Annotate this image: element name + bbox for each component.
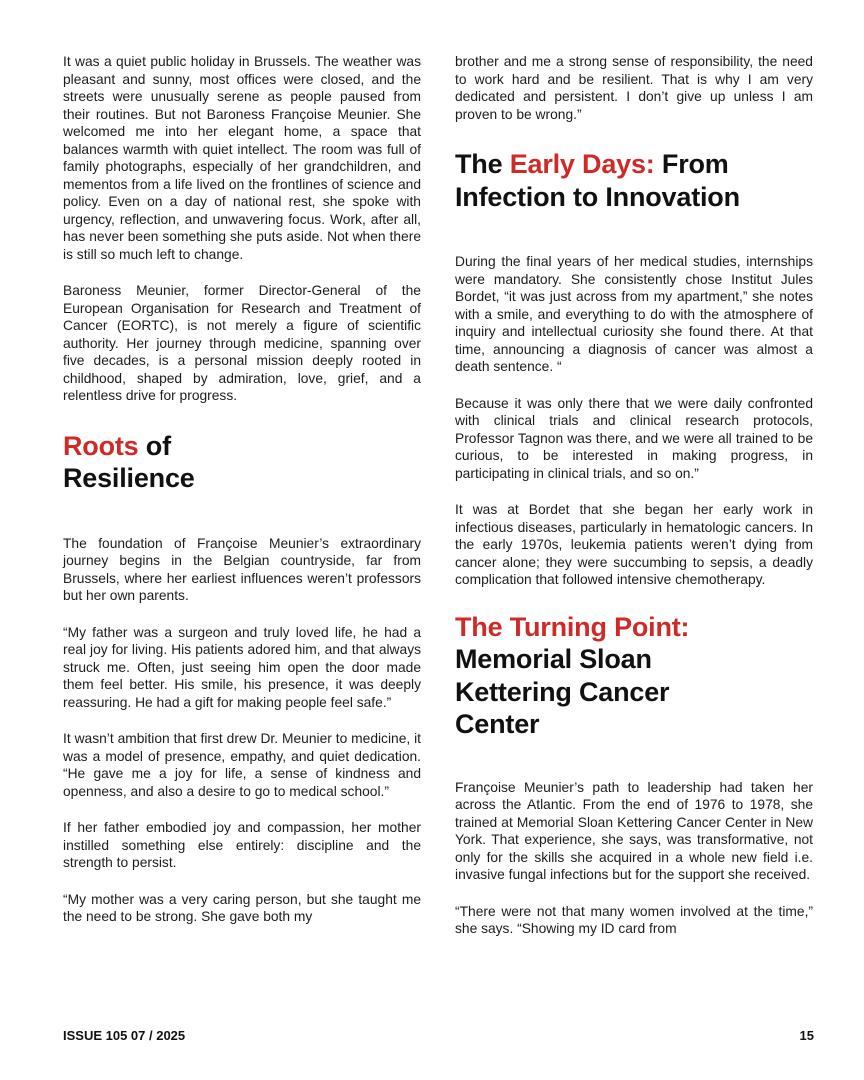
section-heading-early-days: [455, 148, 813, 213]
paragraph: Baroness Meunier, former Director-General of the European Organisation for Research and Treatment of Cancer (EORTC), is not merely a figure of scientific authority. Her journey through medicine, spanning over five decades, is a personal mission deeply rooted in childhood, shaped by admiration, love, grief, and a relentless drive for progress.: [63, 283, 421, 403]
paragraph: It was a quiet public holiday in Brussels. The weather was pleasant and sunny, most offices were closed, and the streets were unusually serene as people paused from their routines. But not Baroness Françoise Meunier. She welcomed me into her elegant home, a space that balances warmth with quiet intellect. The room was full of family photographs, especially of her grandchildren, and mementos from a life lived on the frontlines of science and policy. Even on a day of national rest, she spoke with urgency, reflection, and unwavering focus. Work, after all, has never been something she puts aside. Not when there is still so much left to change.: [63, 54, 421, 262]
paragraph: If her father embodied joy and compassion, her mother instilled something else entirely: discipline and the strength to persist.: [63, 820, 421, 870]
paragraph: Because it was only there that we were daily confronted with clinical trials and clinical research protocols, Professor Tagnon was there, and we were all trained to be curious, to be interested in making progress, in participating in clinical trials, and so on.”: [455, 395, 813, 481]
heading-text: Infection to Innovation: [455, 181, 740, 212]
paragraph: It was at Bordet that she began her early work in infectious diseases, particularly in hematologic cancers. In the early 1970s, leukemia patients weren’t dying from cancer alone; they were succumbing to sepsis, a deadly complication that followed intensive chemotherapy.: [455, 502, 813, 587]
page-number: 15: [799, 1028, 814, 1043]
left-column: [63, 53, 421, 945]
heading-text: Center: [455, 709, 540, 739]
paragraph: “There were not that many women involved at the time,” she says. “Showing my ID card from: [455, 903, 813, 936]
heading-accent: Roots: [63, 430, 139, 461]
heading-text: of: [138, 430, 171, 461]
paragraph: brother and me a strong sense of responsibility, the need to work hard and be resilient. That is why I am very dedicated and persistent. I don’t give up unless I am proven to be wrong.”: [455, 54, 813, 122]
section-heading-roots: [63, 430, 421, 495]
paragraph: “My father was a surgeon and truly loved life, he had a real joy for living. His patients adored him, and that always struck me. Often, just seeing him open the door made them feel better. His smile, his presence, it was deeply reassuring. He had a gift for making people feel safe.”: [63, 624, 421, 710]
paragraph: It wasn’t ambition that first drew Dr. Meunier to medicine, it was a model of presence, empathy, and quiet dedication. “He gave me a joy for life, a sense of kindness and openness, and also a desire to go to medical school.”: [63, 731, 421, 799]
heading-text: The: [455, 149, 510, 179]
heading-text: From: [654, 149, 729, 179]
paragraph: During the final years of her medical studies, internships were mandatory. She consistently chose Institut Jules Bordet, “it was just across from my apartment,” she notes with a smile, and everything to do with the atmosphere of inquiry and intellectual curiosity she found there. At that time, announcing a diagnosis of cancer was almost a death sentence. “: [455, 254, 813, 374]
paragraph: Françoise Meunier’s path to leadership had taken her across the Atlantic. From the end of 1976 to 1978, she trained at Memorial Sloan Kettering Cancer Center in New York. That experience, she says, was transformative, not only for the skills she acquired in a whole new field i.e. invasive fungal infections but for the support she received.: [455, 779, 813, 882]
right-column: [455, 53, 813, 957]
heading-text: Kettering Cancer: [455, 676, 670, 707]
heading-text: Memorial Sloan: [455, 644, 652, 674]
paragraph: The foundation of Françoise Meunier’s extraordinary journey begins in the Belgian countryside, far from Brussels, where her earliest influences weren’t professors but her own parents.: [63, 535, 421, 603]
paragraph: “My mother was a very caring person, but she taught me the need to be strong. She gave both my: [63, 891, 421, 924]
issue-label: ISSUE 105 07 / 2025: [63, 1028, 186, 1043]
section-heading-turning-point: [455, 611, 813, 741]
heading-text: Resilience: [63, 463, 195, 493]
page-footer: [63, 1028, 814, 1043]
heading-accent: Early Days:: [509, 149, 655, 179]
heading-accent: The Turning Point:: [455, 611, 690, 642]
